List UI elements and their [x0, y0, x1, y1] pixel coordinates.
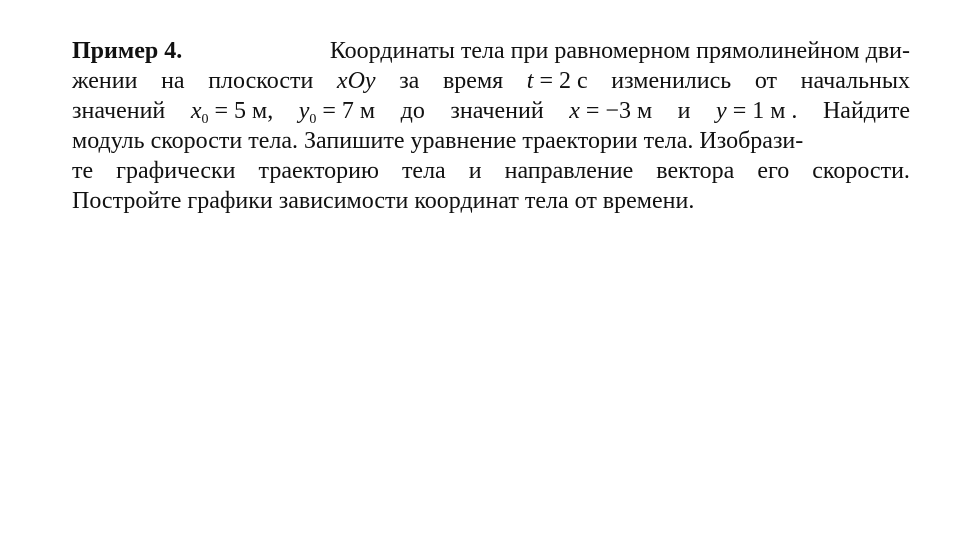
word: плоскости [208, 68, 314, 94]
y0-subscript: 0 [309, 112, 317, 127]
problem-line-2 [72, 66, 910, 96]
x0-equation: = 5 м, [214, 98, 274, 124]
problem-title: Пример 4. [72, 38, 183, 64]
x-variable: x [569, 98, 580, 124]
x-equation: = −3 м [585, 98, 653, 124]
x-value [569, 96, 652, 126]
line-4-text: модуль скорости тела. Запишите уравнение траектории тела. Изобрази- [72, 128, 804, 154]
word: Найдите [822, 98, 910, 124]
word: на [161, 68, 185, 94]
line-6-text: Постройте графики зависимости координат тела от времени. [72, 188, 695, 214]
word: начальных [800, 68, 910, 94]
t-variable: t [526, 68, 534, 94]
word: направление [504, 158, 634, 184]
word: значений [72, 98, 166, 124]
word: время [442, 68, 504, 94]
problem-text [72, 36, 910, 216]
time-value [527, 66, 588, 96]
y0-equation: = 7 м [322, 98, 376, 124]
word: за [399, 68, 420, 94]
problem-line-5 [72, 156, 910, 186]
line-1-text: Координаты тела при равномерном прямолинейном дви- [329, 38, 910, 64]
word: жении [72, 68, 138, 94]
y0-variable: y [298, 98, 310, 124]
y-value [716, 96, 797, 126]
word: тела [401, 158, 446, 184]
problem-line-1 [72, 36, 910, 66]
word: значений [450, 98, 544, 124]
word: вектора [656, 158, 735, 184]
problem-line-6 [72, 186, 910, 216]
word: изменились [611, 68, 732, 94]
x0-variable: x [190, 98, 202, 124]
word: графически [116, 158, 236, 184]
word: те [72, 158, 94, 184]
y-variable: y [716, 98, 727, 124]
word: до [400, 98, 425, 124]
t-equation: = 2 с [539, 68, 588, 94]
word: его [757, 158, 790, 184]
problem-line-4 [72, 126, 910, 156]
plane-label: xOy [336, 68, 376, 94]
word: скорости. [812, 158, 910, 184]
word: и [677, 98, 691, 124]
problem-line-3 [72, 96, 910, 126]
y-equation: = 1 м . [732, 98, 798, 124]
word: траекторию [258, 158, 379, 184]
x0-subscript: 0 [201, 112, 209, 127]
word: и [468, 158, 482, 184]
word: от [754, 68, 778, 94]
